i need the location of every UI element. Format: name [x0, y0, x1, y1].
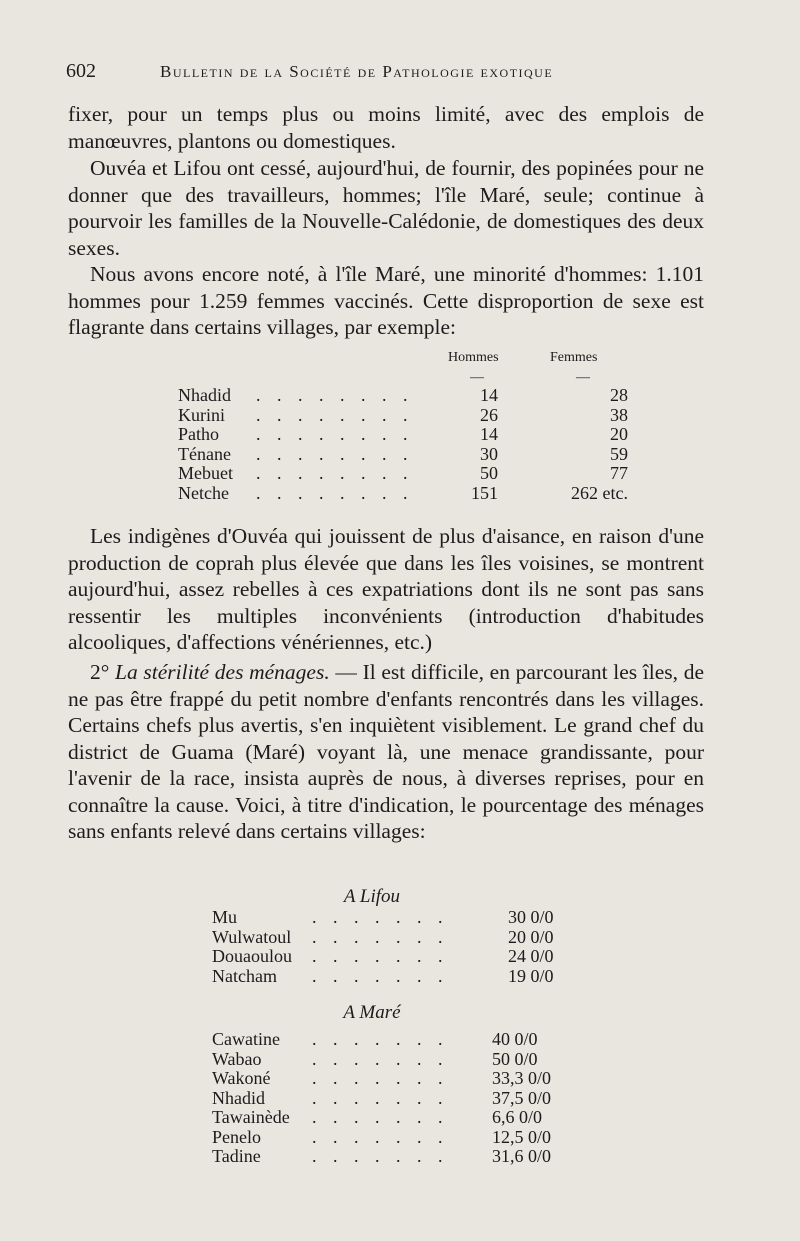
leader-dots: . . . . . . . . [256, 463, 414, 483]
page-number: 602 [66, 60, 96, 82]
lifou-heading: A Lifou [343, 886, 401, 907]
hommes-value: 26 [480, 404, 498, 425]
table-row [212, 908, 612, 928]
village-name: Douaoulou [212, 946, 292, 966]
hommes-value: 14 [480, 385, 498, 405]
running-header [66, 60, 704, 86]
leader-dots: . . . . . . . [312, 907, 449, 927]
percent-value: 33,3 0/0 [492, 1068, 552, 1088]
table-row [212, 928, 612, 948]
journal-title: Bulletin de la Société de Pathologie exotique [160, 62, 554, 81]
table-row [178, 464, 648, 484]
femmes-value: 28 [610, 385, 628, 405]
village-name: Penelo [212, 1126, 261, 1147]
femmes-value: 59 [610, 443, 628, 464]
paragraph-2: Ouvéa et Lifou ont cessé, aujourd'hui, de fournir, des popinées pour ne donner que des travailleurs, hommes; l'île Maré, seule; continue à pourvoir les familles de la Nouvelle-Calédonie, de domestiques des deux sexes. [68, 156, 704, 260]
leader-dots: . . . . . . . . [256, 443, 414, 464]
table-row [212, 1069, 612, 1089]
table-row [212, 1050, 612, 1070]
table-row [178, 386, 648, 406]
table-row [212, 1089, 612, 1109]
table-row [212, 1108, 612, 1128]
table-row [178, 484, 648, 504]
leader-dots: . . . . . . . [312, 1107, 449, 1127]
femmes-value: 20 [610, 424, 628, 444]
leader-dots: . . . . . . . [312, 926, 449, 947]
village-name: Natcham [212, 965, 277, 986]
percent-value: 12,5 0/0 [492, 1126, 552, 1147]
mare-table [212, 1002, 612, 1167]
village-name: Tawainède [212, 1107, 290, 1127]
table-row [212, 967, 612, 987]
section-title: La stérilité des ménages. [115, 660, 330, 684]
village-name: Nhadid [178, 385, 231, 405]
leader-dots: . . . . . . . . [256, 385, 414, 405]
mare-heading: A Maré [343, 1002, 401, 1023]
lifou-table [212, 886, 612, 986]
table-row [212, 947, 612, 967]
leader-dots: . . . . . . . [312, 1126, 449, 1147]
table-row [178, 425, 648, 445]
percent-value: 31,6 0/0 [492, 1146, 552, 1166]
leader-dots: . . . . . . . [312, 1146, 449, 1166]
table-row [178, 406, 648, 426]
leader-dots: . . . . . . . [312, 1029, 449, 1049]
percent-value: 20 0/0 [508, 926, 554, 947]
village-name: Kurini [178, 404, 225, 425]
table-row [178, 445, 648, 465]
table-row [212, 1030, 612, 1050]
paragraph-3: Nous avons encore noté, à l'île Maré, une minorité d'hommes: 1.101 hommes pour 1.259 femmes vaccinés. Cette disproportion de sexe est flagrante dans certains villages, par exemple: [68, 262, 704, 339]
sex-ratio-table [178, 350, 648, 503]
village-name: Wabao [212, 1048, 262, 1069]
femmes-value: 77 [610, 463, 628, 483]
village-name: Mu [212, 907, 238, 927]
hommes-value: 30 [480, 443, 498, 464]
hommes-value: 14 [480, 424, 498, 444]
leader-dots: . . . . . . . [312, 946, 449, 966]
leader-dots: . . . . . . . . [256, 424, 414, 444]
percent-value: 24 0/0 [508, 946, 554, 966]
village-name: Patho [178, 424, 220, 444]
paragraph-5-text: — Il est difficile, en parcourant les îles, de ne pas être frappé du petit nombre d'enfants rencontrés dans les villages. Certains chefs plus avertis, s'en inquiètent visiblement. Le grand chef du district de Guama (Maré) voyant là, une menace grandissante, pour l'avenir de la race, insista auprès de nous, à diverses reprises, pour en connaître la cause. Voici, à titre d'indication, le pourcentage des ménages sans enfants relevé dans certains villages: [68, 660, 704, 843]
leader-dots: . . . . . . . . [256, 404, 414, 425]
village-name: Tadine [212, 1146, 261, 1166]
col-dash-hommes: — [470, 370, 484, 385]
village-name: Ténane [178, 443, 231, 464]
leader-dots: . . . . . . . [312, 1068, 449, 1088]
leader-dots: . . . . . . . [312, 1087, 449, 1108]
femmes-value: 262 etc. [571, 482, 628, 503]
paragraph-1: fixer, pour un temps plus ou moins limité, avec des emplois de manœuvres, plantons ou domestiques. [68, 102, 704, 153]
hommes-value: 50 [480, 463, 498, 483]
paragraph-4: Les indigènes d'Ouvéa qui jouissent de plus d'aisance, en raison d'une production de coprah plus élevée que dans les îles voisines, se montrent aujourd'hui, assez rebelles à ces expatriations dont ils ne sont pas sans ressentir les multiples inconvénients (introduction d'habitudes alcooliques, d'affections vénériennes, etc.) [68, 524, 704, 654]
hommes-value: 151 [471, 482, 498, 503]
section-number: 2° [90, 660, 116, 684]
percent-value: 40 0/0 [492, 1029, 538, 1049]
col-dash-femmes: — [576, 370, 590, 385]
village-name: Netche [178, 482, 229, 503]
leader-dots: . . . . . . . [312, 965, 449, 986]
village-name: Cawatine [212, 1029, 280, 1049]
village-name: Mebuet [178, 463, 233, 483]
percent-value: 50 0/0 [492, 1048, 538, 1069]
percent-value: 19 0/0 [508, 965, 554, 986]
col-header-femmes: Femmes [550, 350, 598, 365]
table-row [212, 1147, 612, 1167]
percent-value: 30 0/0 [508, 907, 554, 927]
paragraph-5 [68, 659, 704, 845]
percent-value: 6,6 0/0 [492, 1107, 543, 1127]
village-name: Wulwatoul [212, 926, 292, 947]
leader-dots: . . . . . . . . [256, 482, 414, 503]
femmes-value: 38 [610, 404, 628, 425]
leader-dots: . . . . . . . [312, 1048, 449, 1069]
village-name: Wakoné [212, 1068, 271, 1088]
col-header-hommes: Hommes [448, 350, 499, 365]
village-name: Nhadid [212, 1087, 265, 1108]
percent-value: 37,5 0/0 [492, 1087, 552, 1108]
table-row [212, 1128, 612, 1148]
